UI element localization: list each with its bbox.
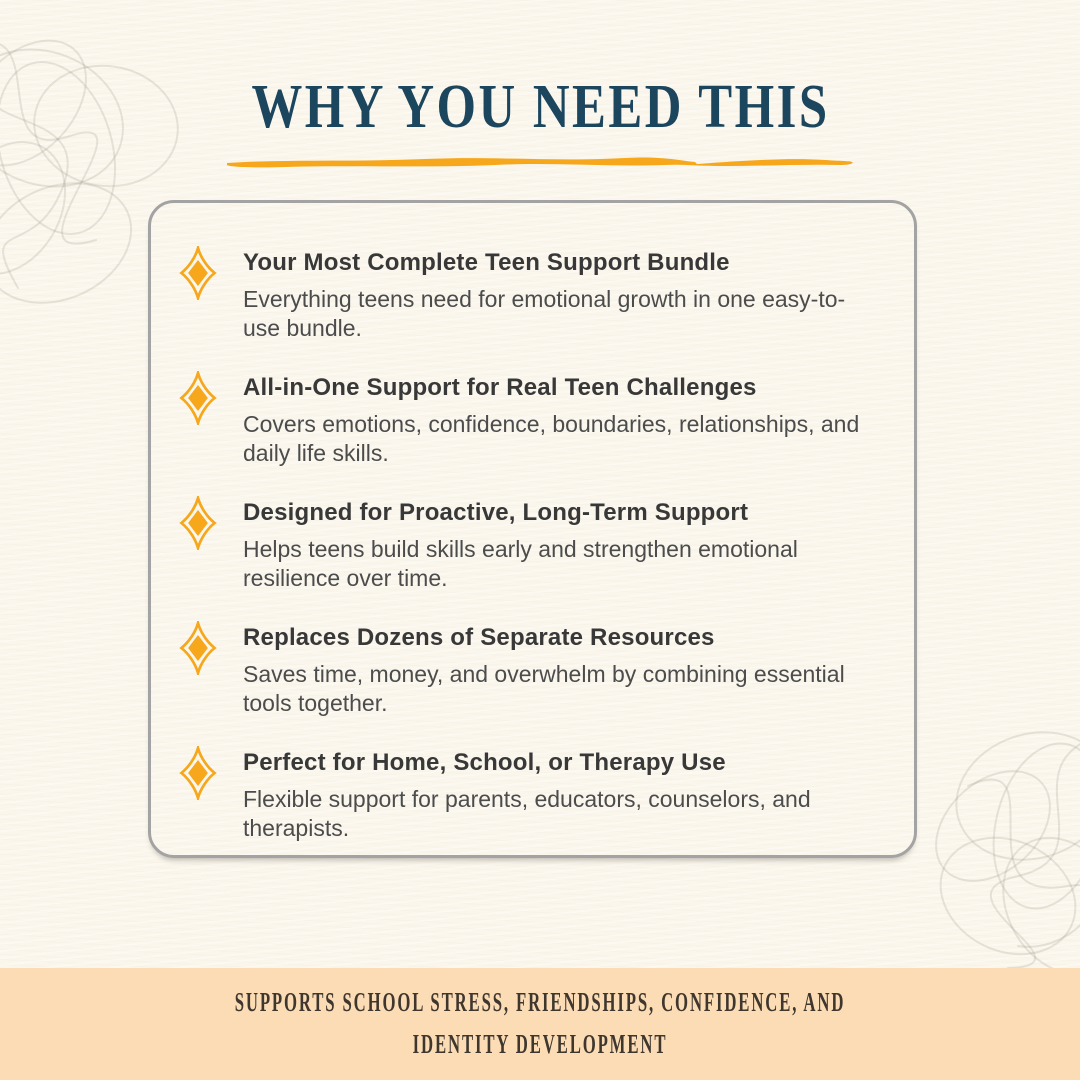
benefit-heading: Designed for Proactive, Long-Term Support — [243, 499, 749, 526]
sparkle-diamond-icon — [179, 746, 217, 800]
benefits-card — [148, 200, 917, 858]
benefit-item — [179, 249, 884, 343]
sparkle-diamond-icon — [179, 246, 217, 300]
benefit-item — [179, 624, 884, 718]
sparkle-diamond-icon — [179, 496, 217, 550]
benefit-item — [179, 374, 884, 468]
benefit-description: Everything teens need for emotional growth in one easy-to-use bundle. — [243, 286, 846, 341]
benefit-item — [179, 499, 884, 593]
page-title: WHY YOU NEED THIS — [250, 73, 830, 141]
header — [0, 72, 1080, 171]
benefit-description: Helps teens build skills early and strengthen emotional resilience over time. — [243, 536, 798, 591]
footer-banner — [0, 968, 1080, 1080]
benefit-description: Saves time, money, and overwhelm by combining essential tools together. — [243, 661, 845, 716]
benefit-item — [179, 749, 884, 843]
benefit-description: Covers emotions, confidence, boundaries, relationships, and daily life skills. — [243, 411, 860, 466]
benefit-heading: Your Most Complete Teen Support Bundle — [243, 249, 730, 276]
benefit-heading: Perfect for Home, School, or Therapy Use — [243, 749, 726, 776]
banner-text: SUPPORTS SCHOOL STRESS, FRIENDSHIPS, CONFIDENCE, AND IDENTITY DEVELOPMENT — [234, 987, 846, 1059]
benefit-heading: All-in-One Support for Real Teen Challenges — [243, 374, 757, 401]
sparkle-diamond-icon — [179, 371, 217, 425]
benefit-heading: Replaces Dozens of Separate Resources — [243, 624, 715, 651]
sparkle-diamond-icon — [179, 621, 217, 675]
marker-underline-icon — [225, 153, 855, 171]
benefit-description: Flexible support for parents, educators, counselors, and therapists. — [243, 786, 811, 841]
scribble-doodle-bottom-right-icon — [898, 706, 1080, 996]
